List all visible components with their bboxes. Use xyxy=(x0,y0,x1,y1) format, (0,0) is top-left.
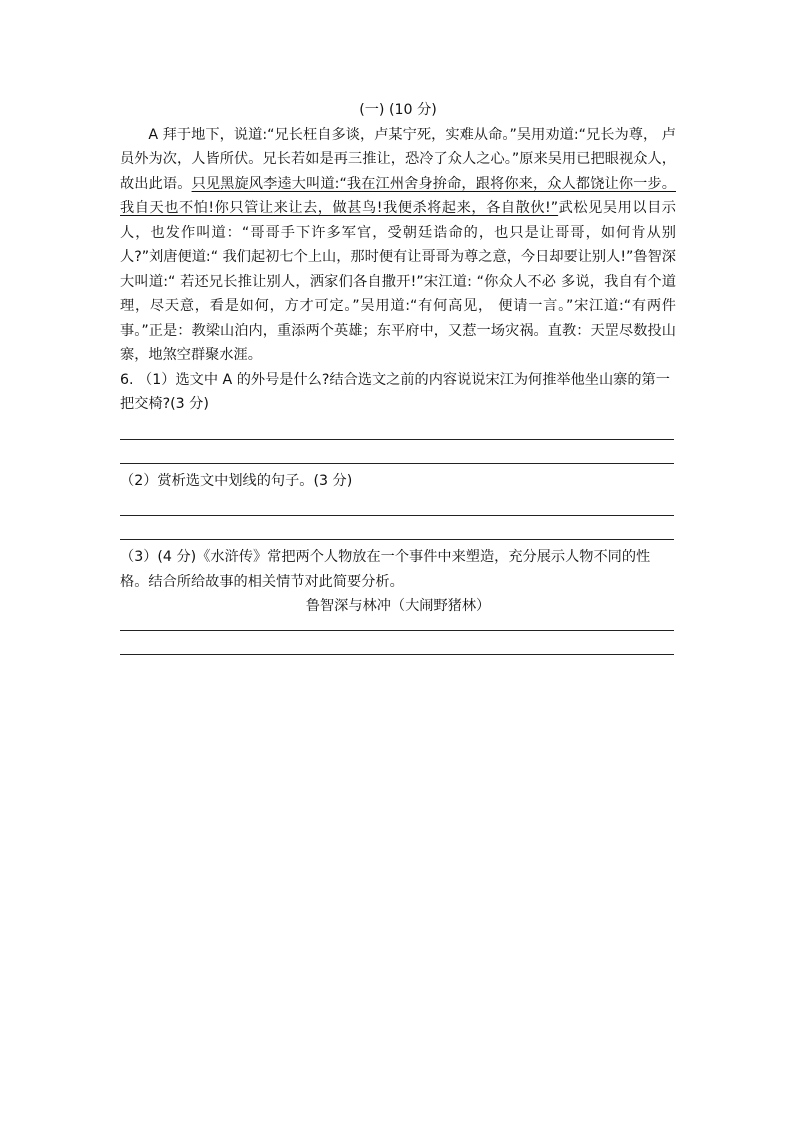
question-6-3-topic: 鲁智深与林冲（大闹野猪林） xyxy=(305,598,491,614)
question-6-1: 6. （1）选文中 A 的外号是什么?结合选文之前的内容说说宋江为何推举他坐山寨的第一把交椅?(3 分) xyxy=(120,371,670,412)
answer-line-3b[interactable] xyxy=(120,654,674,655)
reading-passage xyxy=(120,123,676,368)
underlined-sentence: 只见黑旋风李逵大叫道:“我在江州舍身拚命，跟将你来，众人都饶让你一步。我自天也不怕!你只管让来让去，做甚鸟!我便杀将起来，各自散伙!” xyxy=(120,175,676,216)
question-6-2: （2）赏析选文中划线的句子。(3 分) xyxy=(120,472,353,489)
question-6-3: （3）(4 分)《水浒传》常把两个人物放在一个事件中来塑造，充分展示人物不同的性格。结合所给故事的相关情节对此简要分析。 xyxy=(120,549,651,590)
section-title: (一) (10 分) xyxy=(359,102,437,118)
passage-text-part1: A 拜于地下，说道:“兄长枉自多谈，卢某宁死，实难从命。”吴用劝道:“兄长为尊， 卢员外为次，人皆所伏。兄长若如是再三推让，恐冷了众人之心。”原来吴用已把眼视众人，故出此语。 xyxy=(120,126,676,192)
passage-text-part2: 武松见吴用以目示人，也发作叫道：“哥哥手下许多军官，受朝廷诰命的，也只是让哥哥，如何肯从别人?”刘唐便道:“ 我们起初七个上山，那时便有让哥哥为尊之意，今日却要让别人!”鲁智深大叫道:“ 若还兄长推让别人，洒家们各自撒开!”宋江道: “你众人不必 多说，我自有个道理，尽天意，看是如何，方才可定。”吴用道:“有何高见， 便请一言。”宋江道:“有两件事。”正是：教梁山泊内，重添两个英雄；东平府中，又惹一场灾祸。直教：天罡尽数投山寨，地煞空群聚水涯。 xyxy=(120,200,676,363)
exam-content xyxy=(120,98,676,655)
